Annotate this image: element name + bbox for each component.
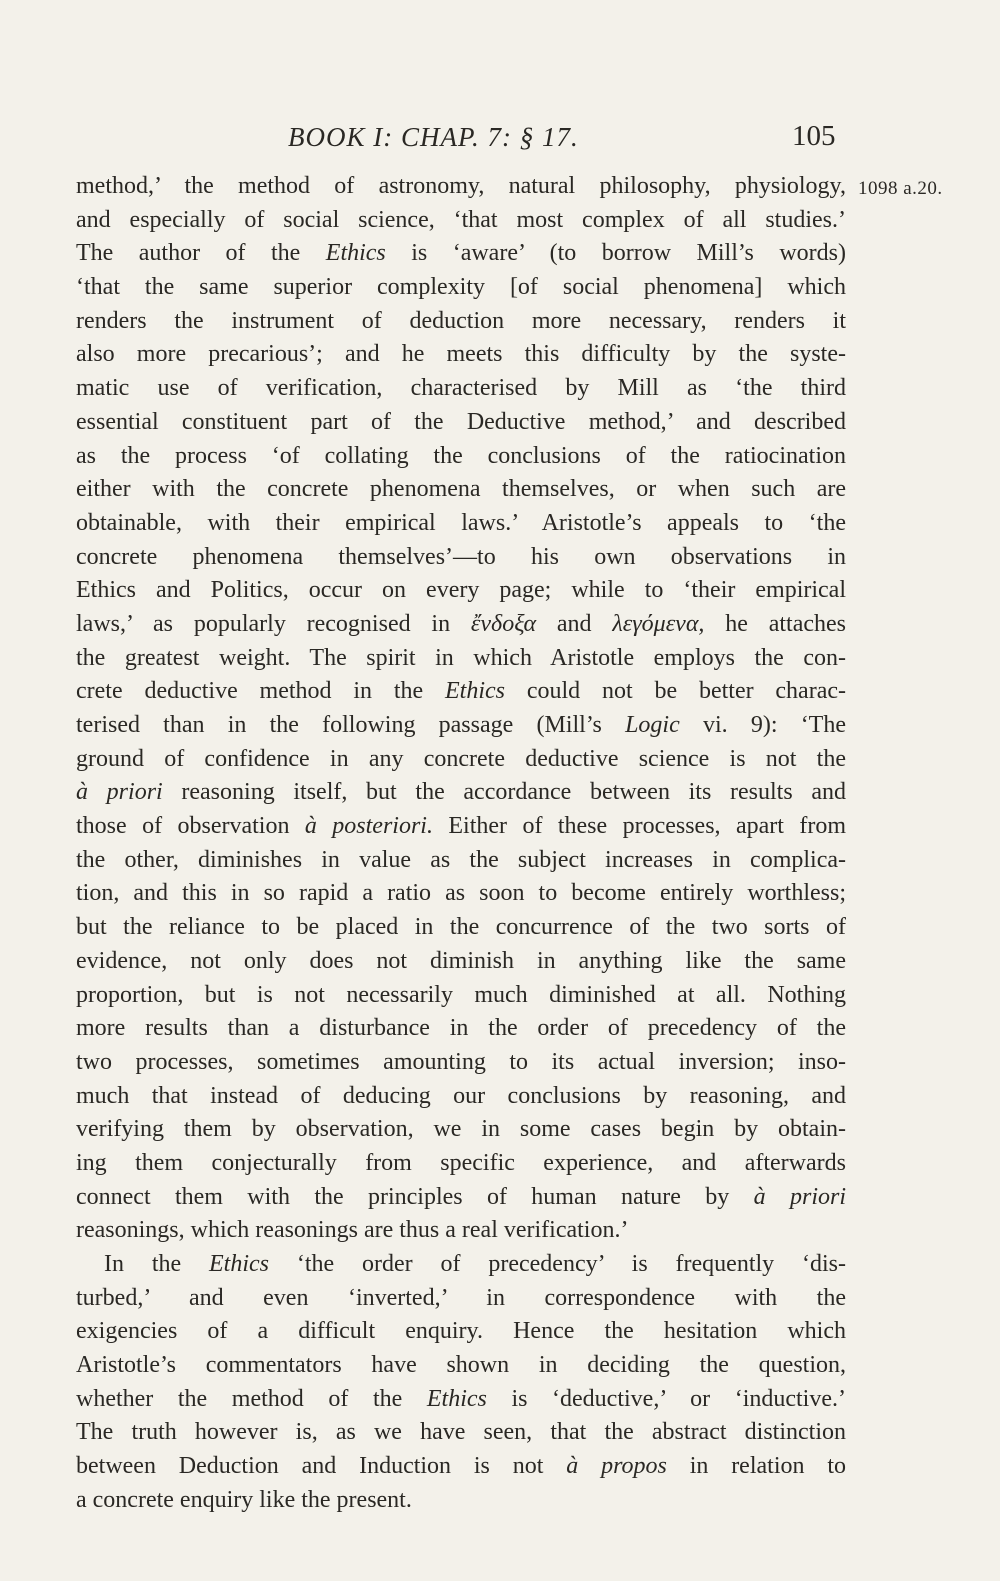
italic-phrase: à propos: [566, 1453, 667, 1480]
text-line: [76, 1248, 846, 1282]
text-line: Aristotle’s commentators have shown in deciding the question,: [76, 1352, 846, 1379]
text-line: renders the instrument of deduction more necessary, renders it: [76, 307, 846, 334]
italic-title: Ethics: [426, 1385, 487, 1412]
text-line: evidence, not only does not diminish in anything like the same: [76, 947, 846, 974]
text-line: but the reliance to be placed in the concurrence of the two sorts of: [76, 914, 846, 941]
text-span: connect them with the principles of human nature by: [76, 1183, 754, 1210]
italic-phrase: à posteriori.: [304, 813, 433, 840]
text-span: reasoning itself, but the accordance between its results and: [162, 779, 846, 806]
margin-reference: 1098 a.20.: [858, 178, 943, 199]
text-line: exigencies of a difficult enquiry. Hence the hesitation which: [76, 1318, 846, 1345]
running-title: BOOK I: CHAP. 7: § 17.: [288, 122, 579, 152]
text-line: Ethics and Politics, occur on every page; while to ‘their empirical: [76, 577, 846, 604]
italic-phrase: à priori: [753, 1183, 846, 1210]
text-span: crete deductive method in the: [76, 678, 446, 705]
text-span: laws,’ as popularly recognised in: [76, 610, 471, 637]
text-span: Either of these processes, apart from: [432, 813, 846, 840]
text-line: [76, 776, 846, 810]
body-text: [76, 170, 846, 1518]
text-span: terised than in the following passage (Mill’s: [76, 712, 626, 738]
text-line: [76, 1383, 846, 1417]
text-span: ‘the order of precedency’ is frequently ‘dis-: [269, 1251, 846, 1277]
text-line: obtainable, with their empirical laws.’ Aristotle’s appeals to ‘the: [76, 509, 846, 536]
italic-title: Ethics: [325, 240, 386, 267]
text-line: verifying them by observation, we in some cases begin by obtain-: [76, 1116, 846, 1143]
text-span: he attaches: [704, 610, 846, 637]
text-line: concrete phenomena themselves’—to his own observations in: [76, 543, 846, 570]
text-line: [76, 1181, 846, 1215]
text-line: the other, diminishes in value as the subject increases in complica-: [76, 846, 846, 873]
text-line: [76, 1450, 846, 1484]
italic-phrase: à priori: [76, 779, 163, 806]
text-line: [76, 675, 846, 709]
text-line: ing them conjecturally from specific experience, and afterwards: [76, 1149, 846, 1176]
text-line: much that instead of deducing our conclusions by reasoning, and: [76, 1082, 846, 1109]
text-line: method,’ the method of astronomy, natural philosophy, physiology,: [76, 173, 846, 199]
text-line: more results than a disturbance in the order of precedency of the: [76, 1015, 846, 1042]
running-head: [0, 118, 1000, 158]
text-line: ‘that the same superior complexity [of social phenomena] which: [76, 274, 846, 301]
text-line: [76, 608, 846, 642]
text-span: is ‘deductive,’ or ‘inductive.’: [486, 1385, 846, 1412]
italic-title: Logic: [625, 712, 680, 738]
greek-term: ἔνδοξα: [470, 610, 537, 637]
text-span: whether the method of the: [76, 1385, 427, 1412]
text-line: matic use of verification, characterised by Mill as ‘the third: [76, 375, 846, 402]
text-span: is ‘aware’ (to borrow Mill’s words): [385, 240, 846, 267]
text-line: [76, 709, 846, 743]
text-span: and: [536, 610, 613, 637]
text-line: and especially of social science, ‘that most complex of all studies.’: [76, 206, 846, 233]
text-line: the greatest weight. The spirit in which Aristotle employs the con-: [76, 644, 846, 671]
text-line: tion, and this in so rapid a ratio as soon to become entirely worthless;: [76, 880, 846, 907]
text-span: could not be better charac-: [505, 678, 846, 705]
greek-term: λεγόμενα,: [612, 610, 705, 637]
text-line: The truth however is, as we have seen, that the abstract distinction: [76, 1419, 846, 1446]
text-line: also more precarious’; and he meets this difficulty by the syste-: [76, 341, 846, 368]
page-number: 105: [792, 120, 836, 152]
paragraph-2: [76, 1248, 846, 1518]
text-line: [76, 810, 846, 844]
text-line: essential constituent part of the Deductive method,’ and described: [76, 408, 846, 435]
text-span: between Deduction and Induction is not: [76, 1453, 567, 1480]
text-line: a concrete enquiry like the present.: [76, 1486, 412, 1513]
text-span: those of observation: [76, 813, 305, 840]
text-span: in relation to: [666, 1453, 846, 1480]
italic-title: Ethics: [445, 678, 506, 705]
text-line: two processes, sometimes amounting to its actual inversion; inso-: [76, 1048, 846, 1075]
text-line: proportion, but is not necessarily much diminished at all. Nothing: [76, 981, 846, 1008]
text-line: reasonings, which reasonings are thus a real verification.’: [76, 1217, 629, 1244]
text-span: In the: [104, 1251, 210, 1277]
text-line: turbed,’ and even ‘inverted,’ in correspondence with the: [76, 1284, 846, 1311]
text-span: vi. 9): ‘The: [679, 712, 846, 738]
paragraph-1: [76, 170, 846, 1248]
text-line: ground of confidence in any concrete deductive science is not the: [76, 745, 846, 772]
text-line: as the process ‘of collating the conclusions of the ratiocination: [76, 442, 846, 469]
text-line: either with the concrete phenomena themselves, or when such are: [76, 476, 846, 503]
text-line: [76, 237, 846, 271]
text-span: The author of the: [76, 240, 326, 267]
italic-title: Ethics: [209, 1251, 270, 1277]
